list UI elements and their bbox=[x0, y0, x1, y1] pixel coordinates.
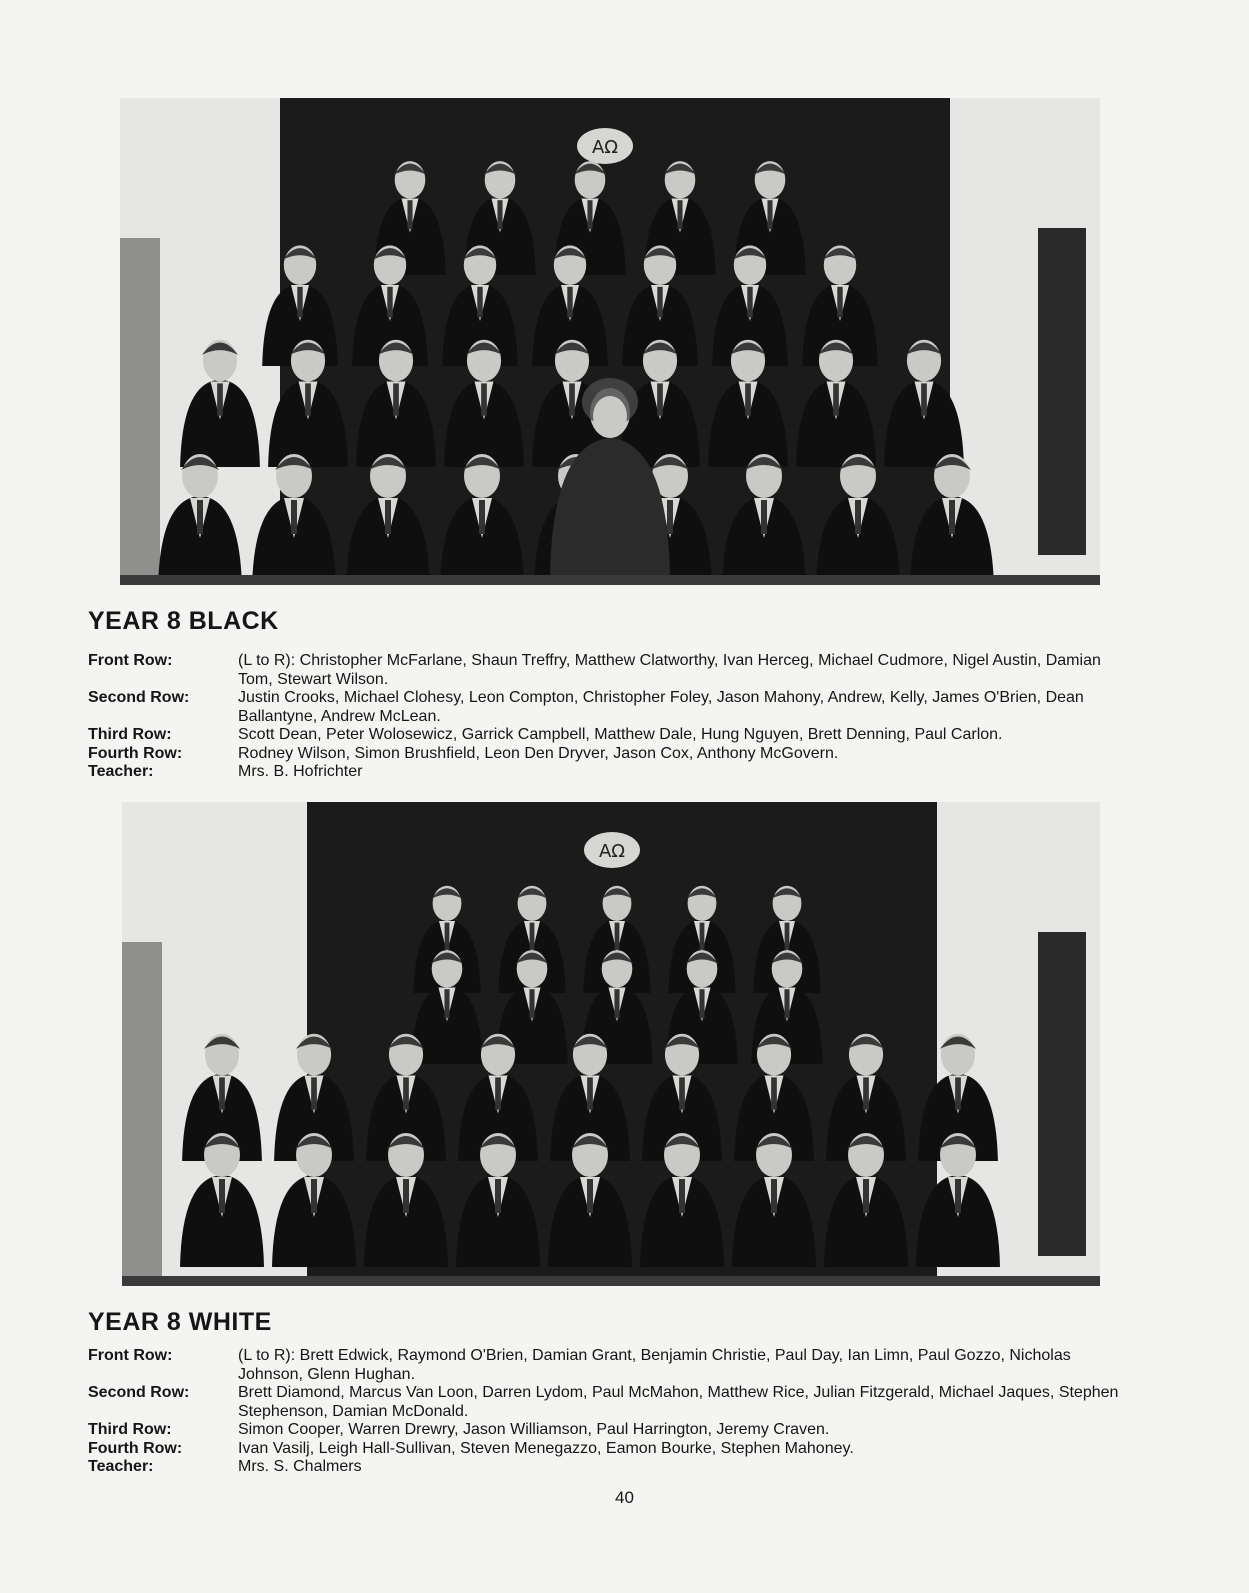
caption-row-second bbox=[88, 1384, 1138, 1421]
tie bbox=[587, 200, 592, 229]
tie bbox=[444, 989, 449, 1018]
tie bbox=[477, 287, 482, 318]
crest bbox=[584, 832, 640, 868]
row-label: Third Row: bbox=[88, 1421, 172, 1438]
caption-row-third bbox=[88, 1421, 1138, 1440]
tie bbox=[657, 383, 663, 415]
row-names: (L to R): Brett Edwick, Raymond O'Brien, Damian Grant, Benjamin Christie, Paul Day, Ian Limn, Paul Gozzo, Nicholas Johnson, Glenn Hughan. bbox=[238, 1347, 1071, 1383]
tie bbox=[855, 500, 861, 534]
tie bbox=[657, 287, 662, 318]
tie bbox=[614, 989, 619, 1018]
row-label: Fourth Row: bbox=[88, 1439, 183, 1457]
row-label: Second Row: bbox=[88, 1384, 190, 1401]
tie bbox=[481, 383, 487, 415]
door bbox=[1038, 228, 1086, 555]
tie bbox=[311, 1077, 317, 1109]
caption-row-front bbox=[88, 652, 1138, 689]
tie bbox=[949, 500, 955, 534]
tie bbox=[291, 500, 297, 534]
tie bbox=[955, 1179, 961, 1213]
row-label: Front Row: bbox=[88, 1347, 173, 1364]
tie bbox=[784, 989, 789, 1018]
caption-row-front bbox=[88, 1347, 1138, 1384]
row-names: Ivan Vasilj, Leigh Hall-Sullivan, Steven Menegazzo, Eamon Bourke, Stephen Mahoney. bbox=[238, 1439, 854, 1457]
tie bbox=[219, 1179, 225, 1213]
row-names: Rodney Wilson, Simon Brushfield, Leon Den Dryver, Jason Cox, Anthony McGovern. bbox=[238, 744, 839, 762]
floor bbox=[120, 575, 1100, 585]
caption-year-8-black bbox=[88, 652, 1138, 782]
row-names: Mrs. S. Chalmers bbox=[238, 1458, 362, 1475]
locker bbox=[122, 942, 162, 1286]
tie bbox=[667, 500, 673, 534]
caption-row-second bbox=[88, 689, 1138, 726]
tie bbox=[403, 1179, 409, 1213]
tie bbox=[311, 1179, 317, 1213]
section-title-year-8-black: YEAR 8 BLACK bbox=[88, 607, 279, 635]
tie bbox=[587, 1179, 593, 1213]
caption-row-fourth bbox=[88, 1440, 1138, 1459]
tie bbox=[219, 1077, 225, 1109]
tie bbox=[587, 1077, 593, 1109]
tie bbox=[863, 1179, 869, 1213]
section-title-year-8-white: YEAR 8 WHITE bbox=[88, 1308, 272, 1336]
caption-row-third bbox=[88, 726, 1138, 745]
tie bbox=[569, 383, 575, 415]
row-label: Fourth Row: bbox=[88, 744, 183, 762]
door bbox=[1038, 932, 1086, 1256]
caption-row-fourth bbox=[88, 745, 1138, 764]
tie bbox=[407, 200, 412, 229]
caption-year-8-white bbox=[88, 1347, 1138, 1477]
floor bbox=[122, 1276, 1100, 1286]
tie bbox=[567, 287, 572, 318]
page-number: 40 bbox=[615, 1488, 634, 1507]
tie bbox=[747, 287, 752, 318]
row-names: Mrs. B. Hofrichter bbox=[238, 763, 363, 780]
tie bbox=[305, 383, 311, 415]
row-names: Justin Crooks, Michael Clohesy, Leon Compton, Christopher Foley, Jason Mahony, Andrew, Kelly, James O'Brien, Dean Ballantyne, Andrew McLean. bbox=[238, 689, 1084, 725]
class-photo-year-8-black bbox=[120, 98, 1100, 585]
face-front bbox=[593, 396, 627, 436]
tie bbox=[699, 989, 704, 1018]
crest-text: ΑΩ bbox=[598, 841, 626, 862]
tie bbox=[495, 1077, 501, 1109]
tie bbox=[217, 383, 223, 415]
class-photo-image bbox=[120, 98, 1100, 585]
caption-row-teacher bbox=[88, 763, 1138, 782]
tie bbox=[700, 923, 705, 950]
tie bbox=[679, 1179, 685, 1213]
tie bbox=[745, 383, 751, 415]
tie bbox=[385, 500, 391, 534]
tie bbox=[761, 500, 767, 534]
row-label: Teacher: bbox=[88, 1458, 154, 1475]
tie bbox=[785, 923, 790, 950]
row-label: Teacher: bbox=[88, 763, 154, 780]
tie bbox=[530, 923, 535, 950]
tie bbox=[529, 989, 534, 1018]
row-label: Second Row: bbox=[88, 689, 190, 706]
tie bbox=[677, 200, 682, 229]
tie bbox=[297, 287, 302, 318]
tie bbox=[771, 1077, 777, 1109]
crest bbox=[577, 128, 633, 164]
row-names: Simon Cooper, Warren Drewry, Jason Williamson, Paul Harrington, Jeremy Craven. bbox=[238, 1421, 830, 1438]
tie bbox=[833, 383, 839, 415]
tie bbox=[197, 500, 203, 534]
tie bbox=[497, 200, 502, 229]
tie bbox=[771, 1179, 777, 1213]
tie bbox=[679, 1077, 685, 1109]
tie bbox=[403, 1077, 409, 1109]
tie bbox=[921, 383, 927, 415]
tie bbox=[445, 923, 450, 950]
tie bbox=[387, 287, 392, 318]
class-photo-year-8-white bbox=[122, 802, 1100, 1286]
class-photo-image bbox=[122, 802, 1100, 1286]
tie bbox=[837, 287, 842, 318]
row-names: Brett Diamond, Marcus Van Loon, Darren Lydom, Paul McMahon, Matthew Rice, Julian Fitzgerald, Michael Jaques, Stephen Stephenson, Damian McDonald. bbox=[238, 1384, 1119, 1420]
tie bbox=[955, 1077, 961, 1109]
tie bbox=[479, 500, 485, 534]
locker bbox=[120, 238, 160, 585]
tie bbox=[863, 1077, 869, 1109]
tie bbox=[767, 200, 772, 229]
row-names: Scott Dean, Peter Wolosewicz, Garrick Campbell, Matthew Dale, Hung Nguyen, Brett Denning, Paul Carlon. bbox=[238, 726, 1003, 743]
tie bbox=[615, 923, 620, 950]
row-label: Third Row: bbox=[88, 726, 172, 743]
caption-row-teacher bbox=[88, 1458, 1138, 1477]
row-names: (L to R): Christopher McFarlane, Shaun Treffry, Matthew Clatworthy, Ivan Herceg, Michael Cudmore, Nigel Austin, Damian Tom, Stewart Wilson. bbox=[238, 652, 1101, 688]
row-label: Front Row: bbox=[88, 652, 173, 669]
tie bbox=[495, 1179, 501, 1213]
crest-text: ΑΩ bbox=[591, 137, 619, 158]
tie bbox=[393, 383, 399, 415]
